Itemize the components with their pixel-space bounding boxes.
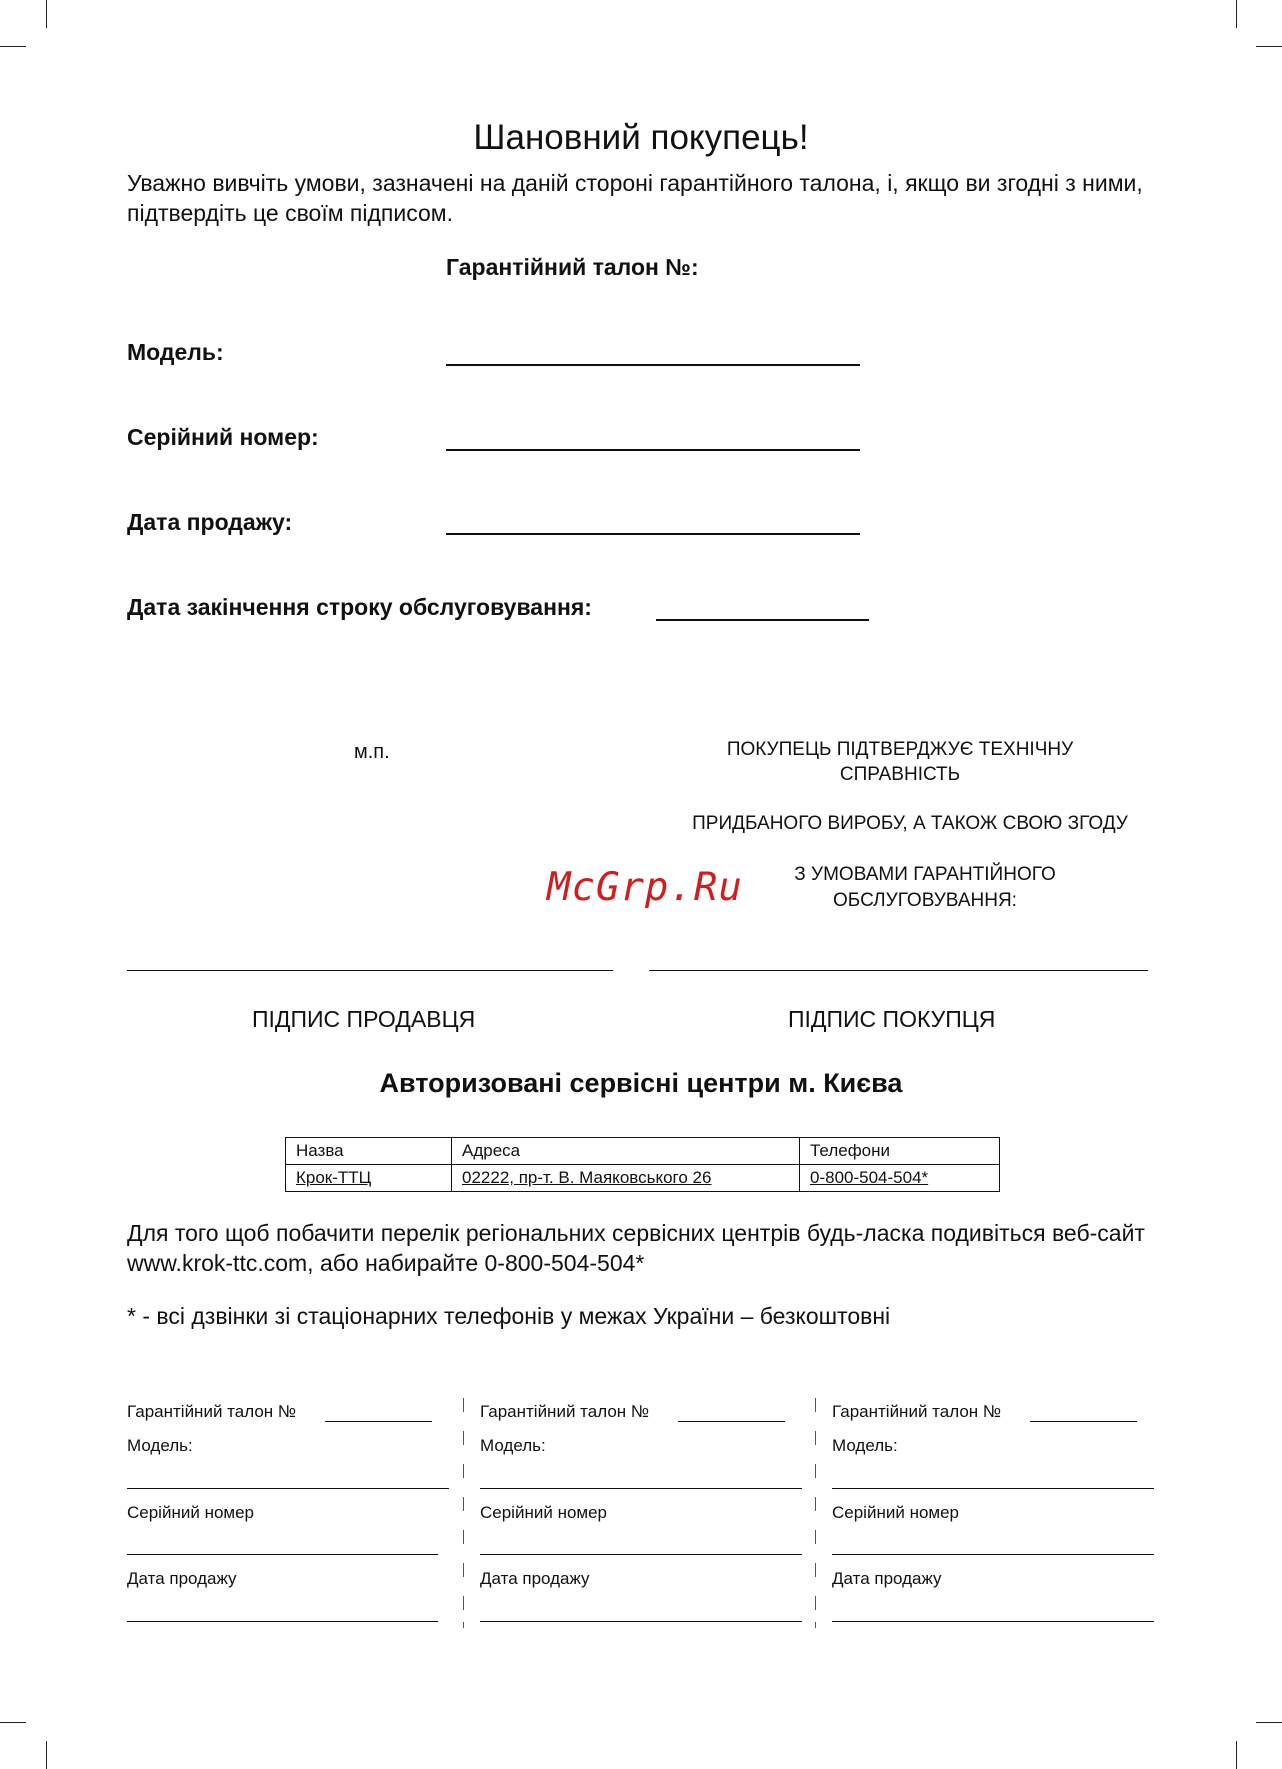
tear-separator [815,1563,816,1577]
stub-card-field[interactable] [678,1421,785,1422]
watermark-logo: McGrp.Ru [547,865,743,910]
expiry-field[interactable] [656,619,869,621]
table-header-row [286,1138,1000,1165]
crop-mark [0,1722,26,1723]
tear-separator [463,1596,464,1610]
stub-sale-date-field[interactable] [480,1621,802,1622]
stub-sale-date-field[interactable] [832,1621,1154,1622]
intro-text: Уважно вивчіть умови, зазначені на даній стороні гарантійного талона, і, якщо ви згодні з ними, підтвердіть це своїм підписом. [127,170,1143,226]
tear-separator [463,1464,464,1478]
tear-separator [815,1431,816,1445]
footnote: * - всі дзвінки зі стаціонарних телефонів у межах України – безкоштовні [127,1303,891,1329]
tear-separator [815,1622,816,1628]
sale-date-label: Дата продажу: [127,509,293,535]
page-title: Шановний покупець! [473,118,809,157]
stamp-mark: м.п. [354,741,390,763]
crop-mark [46,1741,47,1769]
stub-card-field[interactable] [1030,1421,1137,1422]
column-name-header: Назва [286,1138,452,1165]
column-address-header: Адреса [452,1138,800,1165]
stub-card-field[interactable] [325,1421,432,1422]
seller-signature-line[interactable] [127,970,613,971]
tear-separator [815,1464,816,1478]
tear-separator [815,1530,816,1544]
stub-model-field[interactable] [832,1488,1154,1489]
tear-separator [463,1622,464,1628]
stub-serial-field[interactable] [480,1554,802,1555]
confirm-text-3: ПРИДБАНОГО ВИРОБУ, А ТАКОЖ СВОЮ ЗГОДУ [692,813,1128,834]
tear-separator [463,1530,464,1544]
center-address[interactable]: 02222, пр-т. В. Маяковського 26 [452,1165,800,1192]
confirm-text-1: ПОКУПЕЦЬ ПІДТВЕРДЖУЄ ТЕХНІЧНУ [726,739,1074,760]
tear-separator [815,1497,816,1511]
stub-model-field[interactable] [127,1488,449,1489]
model-field[interactable] [446,364,860,366]
stub-serial-field[interactable] [832,1554,1154,1555]
stub-card-label: Гарантійний талон № [127,1402,297,1421]
expiry-label: Дата закінчення строку обслуговування: [127,594,592,620]
crop-mark [1236,0,1237,28]
stub-model-label: Модель: [832,1436,898,1455]
sale-date-field[interactable] [446,533,860,535]
regional-centers-text: Для того щоб побачити перелік регіональних сервісних центрів будь-ласка подивіться веб-сайт www.krok-ttc.com, або набирайте 0-800-504-504* [127,1220,1145,1276]
stub-model-label: Модель: [480,1436,546,1455]
stub-serial-label: Серійний номер [127,1503,255,1522]
stub-serial-field[interactable] [127,1554,438,1555]
model-label: Модель: [127,339,224,365]
tear-separator [463,1563,464,1577]
buyer-signature-label: ПІДПИС ПОКУПЦЯ [788,1006,996,1032]
tear-separator [463,1398,464,1412]
center-name[interactable]: Крок-ТТЦ [286,1165,452,1192]
stub-model-label: Модель: [127,1436,193,1455]
serial-label: Серійний номер: [127,424,319,450]
stub-sale-date-label: Дата продажу [480,1569,590,1588]
stub-card-label: Гарантійний талон № [832,1402,1002,1421]
seller-signature-label: ПІДПИС ПРОДАВЦЯ [252,1006,476,1032]
tear-separator [815,1398,816,1412]
serial-field[interactable] [446,449,860,451]
service-centers-table [285,1137,1000,1192]
confirm-text-2: СПРАВНІСТЬ [839,764,961,785]
confirm-text-4: З УМОВАМИ ГАРАНТІЙНОГО [794,864,1056,885]
column-phones-header: Телефони [800,1138,1000,1165]
crop-mark [1256,1722,1282,1723]
table-row [286,1165,1000,1192]
stub-sale-date-field[interactable] [127,1621,438,1622]
tear-separator [463,1497,464,1511]
stub-model-field[interactable] [480,1488,802,1489]
crop-mark [46,0,47,28]
center-phone[interactable]: 0-800-504-504* [800,1165,1000,1192]
stub-serial-label: Серійний номер [480,1503,608,1522]
crop-mark [1236,1741,1237,1769]
tear-separator [463,1431,464,1445]
confirm-text-5: ОБСЛУГОВУВАННЯ: [833,890,1017,911]
crop-mark [1256,46,1282,47]
buyer-signature-line[interactable] [649,970,1148,971]
card-number-label: Гарантійний талон №: [446,254,699,280]
service-centers-title: Авторизовані сервісні центри м. Києва [379,1068,903,1098]
crop-mark [0,46,26,47]
stub-card-label: Гарантійний талон № [480,1402,650,1421]
stub-sale-date-label: Дата продажу [832,1569,942,1588]
tear-separator [815,1596,816,1610]
stub-serial-label: Серійний номер [832,1503,960,1522]
stub-sale-date-label: Дата продажу [127,1569,237,1588]
